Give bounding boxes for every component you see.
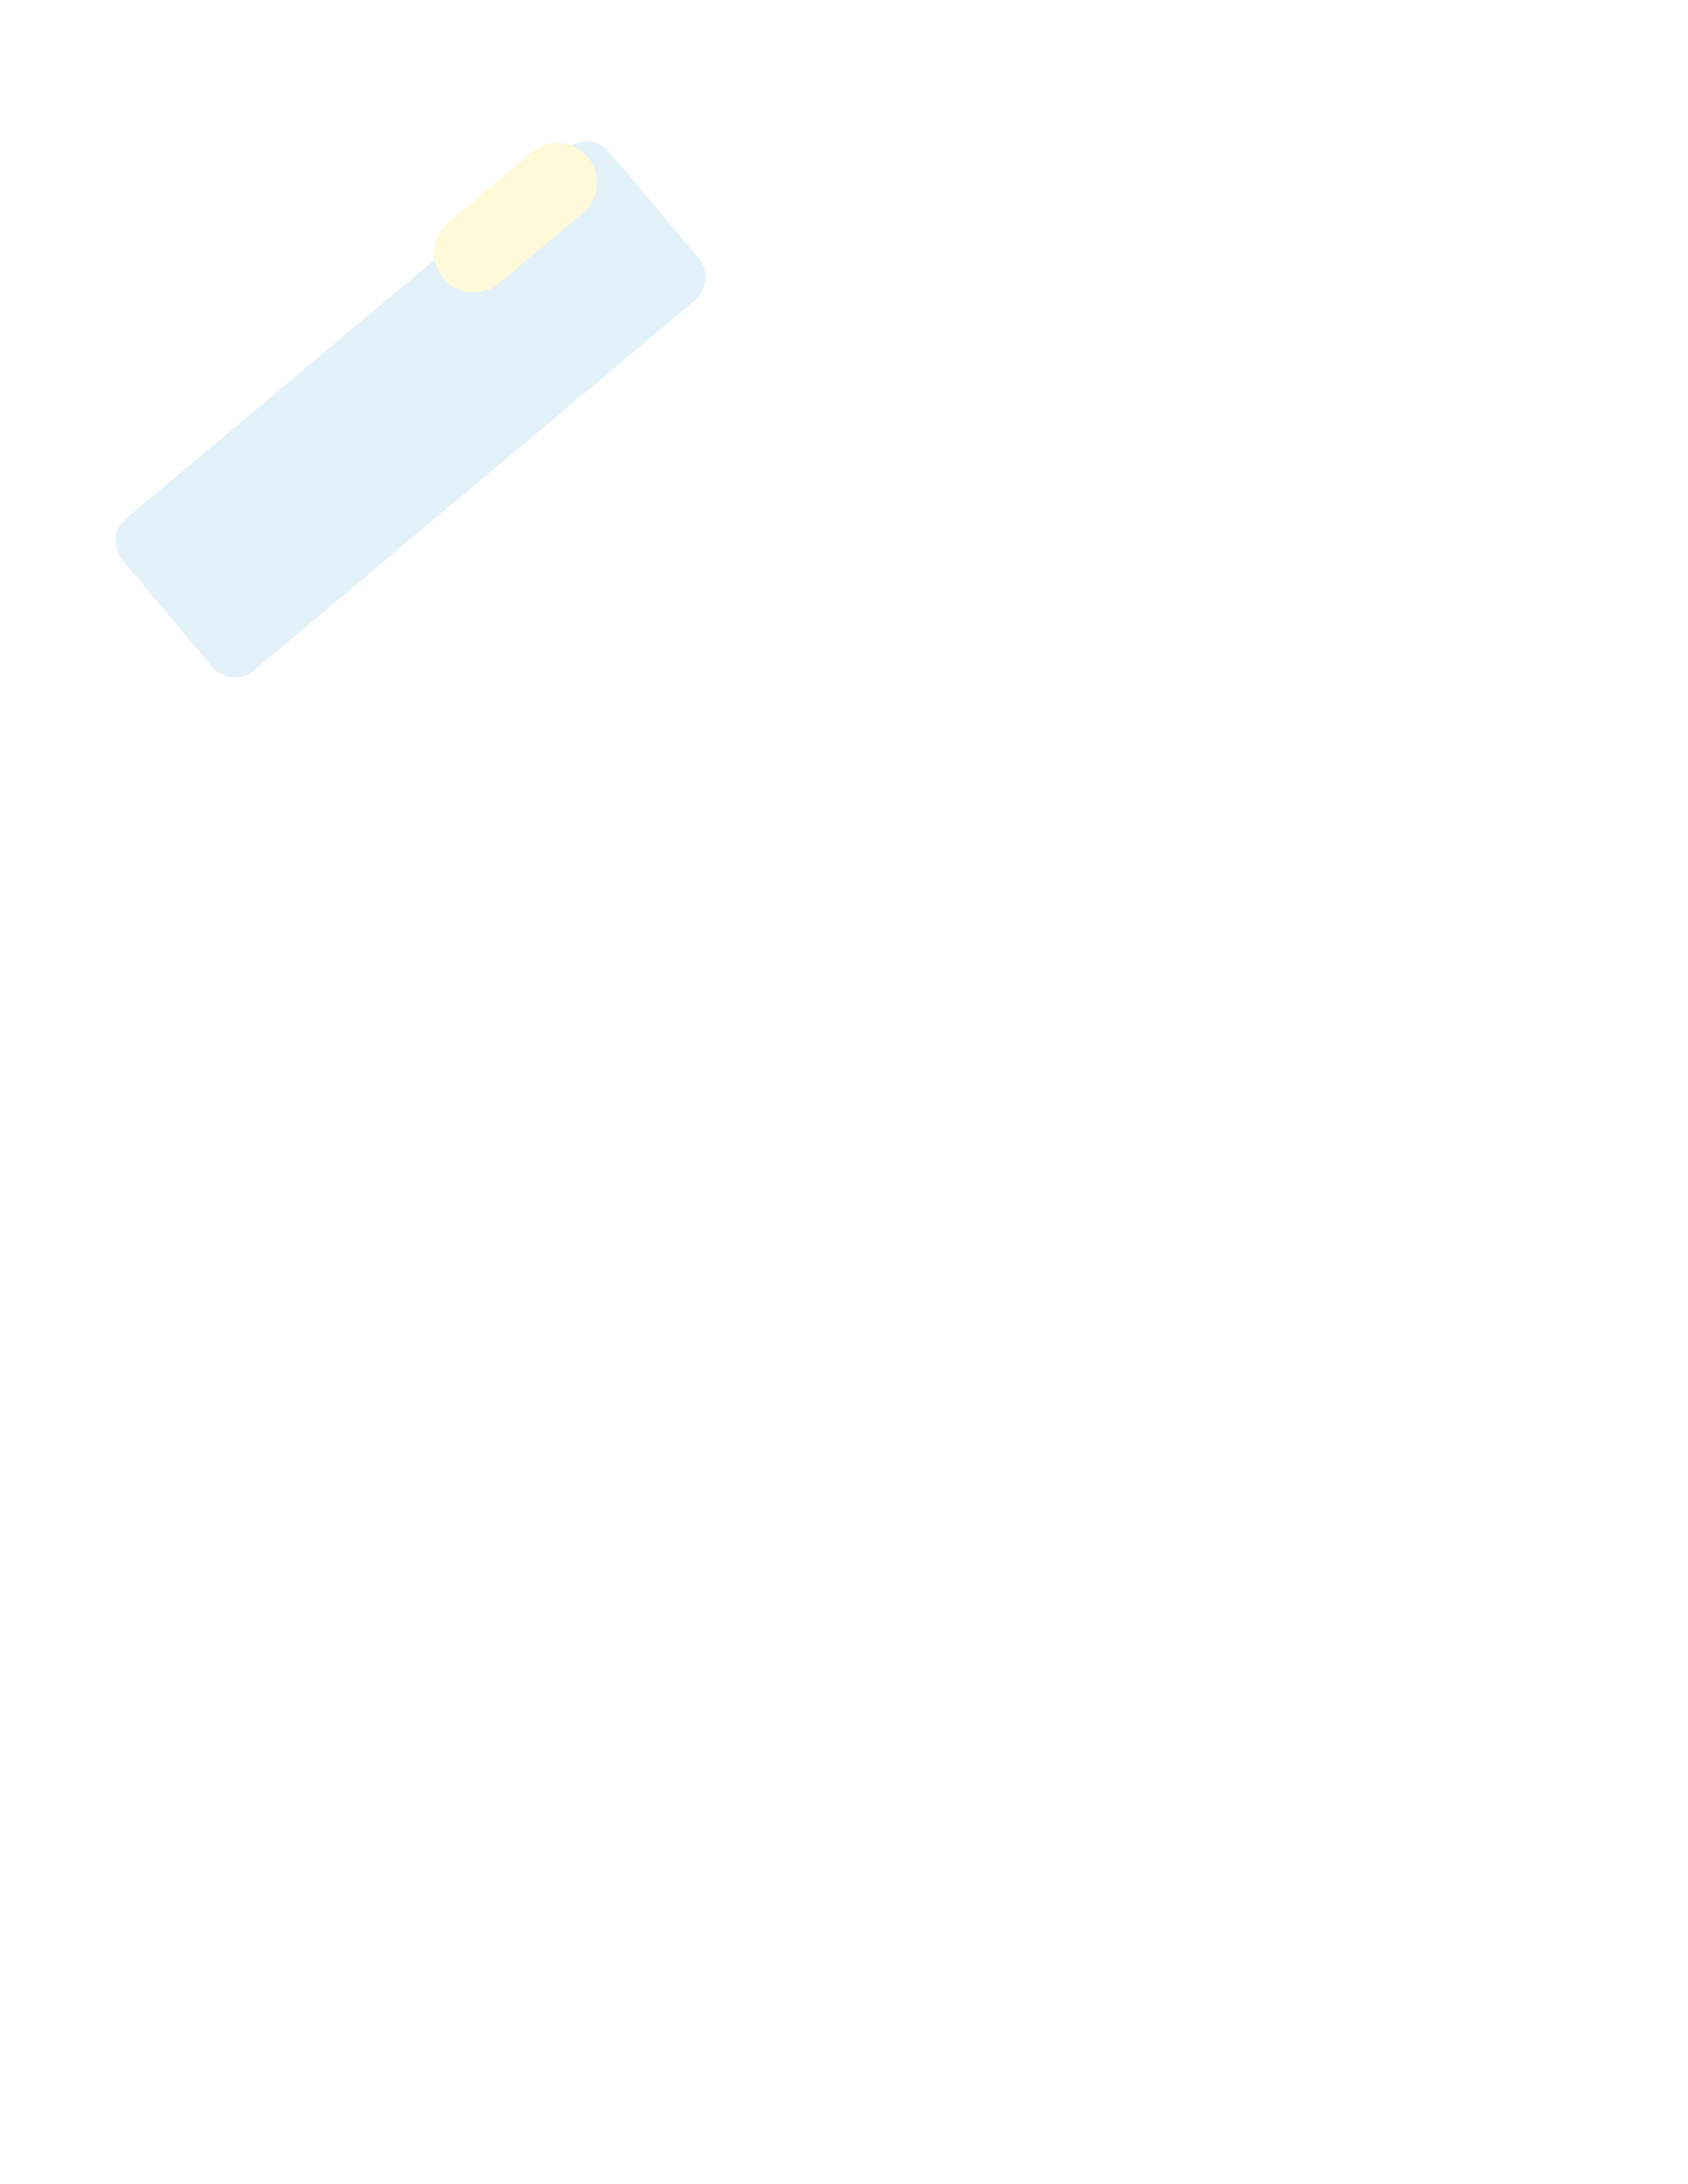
section-heading — [215, 641, 229, 686]
watermark-accent — [418, 127, 614, 309]
watermark-band — [103, 129, 718, 690]
code-declarations — [215, 1046, 264, 1301]
code-line — [215, 1104, 264, 1133]
watermark-logo — [60, 60, 774, 774]
